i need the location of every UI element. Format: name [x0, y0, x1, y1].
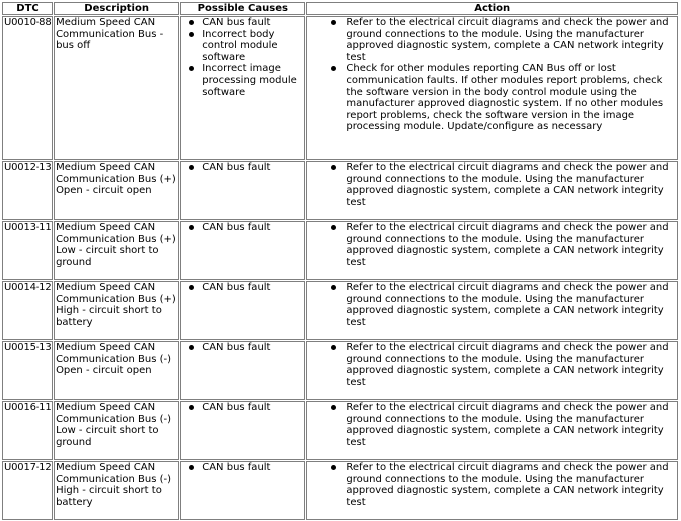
cause-item: CAN bus fault [202, 17, 303, 29]
table-row [2, 401, 678, 460]
action-cell [306, 16, 678, 160]
dtc-code: U0014-12 [2, 281, 53, 340]
possible-causes-cell [180, 461, 305, 520]
possible-causes-list [182, 162, 303, 174]
table-row [2, 341, 678, 400]
table-row [2, 16, 678, 160]
table-row [2, 161, 678, 220]
action-cell [306, 401, 678, 460]
dtc-code: U0012-13 [2, 161, 53, 220]
possible-causes-list [182, 342, 303, 354]
possible-causes-cell [180, 16, 305, 160]
possible-causes-list [182, 462, 303, 474]
possible-causes-cell [180, 221, 305, 280]
table-row [2, 461, 678, 520]
table-body [2, 16, 678, 520]
action-item: Refer to the electrical circuit diagrams and check the power and ground connections to the module. Using the manufacturer approved diagnostic system, complete a CAN network integrity test [346, 282, 676, 328]
dtc-code: U0017-12 [2, 461, 53, 520]
action-item: Refer to the electrical circuit diagrams and check the power and ground connections to the module. Using the manufacturer approved diagnostic system, complete a CAN network integrity test [346, 462, 676, 508]
action-item: Refer to the electrical circuit diagrams and check the power and ground connections to the module. Using the manufacturer approved diagnostic system, complete a CAN network integrity test [346, 162, 676, 208]
action-list [308, 342, 676, 388]
action-list [308, 222, 676, 268]
possible-causes-cell [180, 341, 305, 400]
action-item: Refer to the electrical circuit diagrams and check the power and ground connections to the module. Using the manufacturer approved diagnostic system, complete a CAN network integrity test [346, 17, 676, 63]
possible-causes-cell [180, 401, 305, 460]
dtc-description: Medium Speed CAN Communication Bus (+) High - circuit short to battery [54, 281, 179, 340]
possible-causes-cell [180, 281, 305, 340]
action-list [308, 462, 676, 508]
action-cell [306, 281, 678, 340]
dtc-description: Medium Speed CAN Communication Bus (+) Open - circuit open [54, 161, 179, 220]
dtc-description: Medium Speed CAN Communication Bus (-) Open - circuit open [54, 341, 179, 400]
dtc-code: U0010-88 [2, 16, 53, 160]
header-action: Action [306, 2, 678, 15]
action-cell [306, 161, 678, 220]
action-list [308, 402, 676, 448]
dtc-code: U0013-11 [2, 221, 53, 280]
action-item: Check for other modules reporting CAN Bus off or lost communication faults. If other modules report problems, check the software version in the body control module using the manufacturer approved diagnostic system. If no other modules report problems, check the software version in the image processing module. Update/configure as necessary [346, 63, 676, 133]
header-description: Description [54, 2, 179, 15]
action-item: Refer to the electrical circuit diagrams and check the power and ground connections to the module. Using the manufacturer approved diagnostic system, complete a CAN network integrity test [346, 222, 676, 268]
action-cell [306, 461, 678, 520]
action-item: Refer to the electrical circuit diagrams and check the power and ground connections to the module. Using the manufacturer approved diagnostic system, complete a CAN network integrity test [346, 342, 676, 388]
possible-causes-list [182, 222, 303, 234]
dtc-code: U0015-13 [2, 341, 53, 400]
possible-causes-list [182, 402, 303, 414]
dtc-description: Medium Speed CAN Communication Bus (+) Low - circuit short to ground [54, 221, 179, 280]
table-row [2, 221, 678, 280]
dtc-description: Medium Speed CAN Communication Bus (-) Low - circuit short to ground [54, 401, 179, 460]
header-dtc: DTC [2, 2, 53, 15]
dtc-table [1, 1, 679, 521]
action-list [308, 282, 676, 328]
table-header [2, 2, 678, 15]
cause-item: Incorrect image processing module software [202, 63, 303, 98]
action-cell [306, 221, 678, 280]
cause-item: CAN bus fault [202, 462, 303, 474]
cause-item: CAN bus fault [202, 402, 303, 414]
action-list [308, 162, 676, 208]
cause-item: Incorrect body control module software [202, 29, 303, 64]
action-item: Refer to the electrical circuit diagrams and check the power and ground connections to the module. Using the manufacturer approved diagnostic system, complete a CAN network integrity test [346, 402, 676, 448]
header-possible-causes: Possible Causes [180, 2, 305, 15]
cause-item: CAN bus fault [202, 342, 303, 354]
action-cell [306, 341, 678, 400]
cause-item: CAN bus fault [202, 282, 303, 294]
possible-causes-cell [180, 161, 305, 220]
possible-causes-list [182, 282, 303, 294]
cause-item: CAN bus fault [202, 162, 303, 174]
possible-causes-list [182, 17, 303, 98]
cause-item: CAN bus fault [202, 222, 303, 234]
dtc-description: Medium Speed CAN Communication Bus - bus off [54, 16, 179, 160]
action-list [308, 17, 676, 133]
dtc-description: Medium Speed CAN Communication Bus (-) High - circuit short to battery [54, 461, 179, 520]
table-row [2, 281, 678, 340]
header-row [2, 2, 678, 15]
dtc-code: U0016-11 [2, 401, 53, 460]
